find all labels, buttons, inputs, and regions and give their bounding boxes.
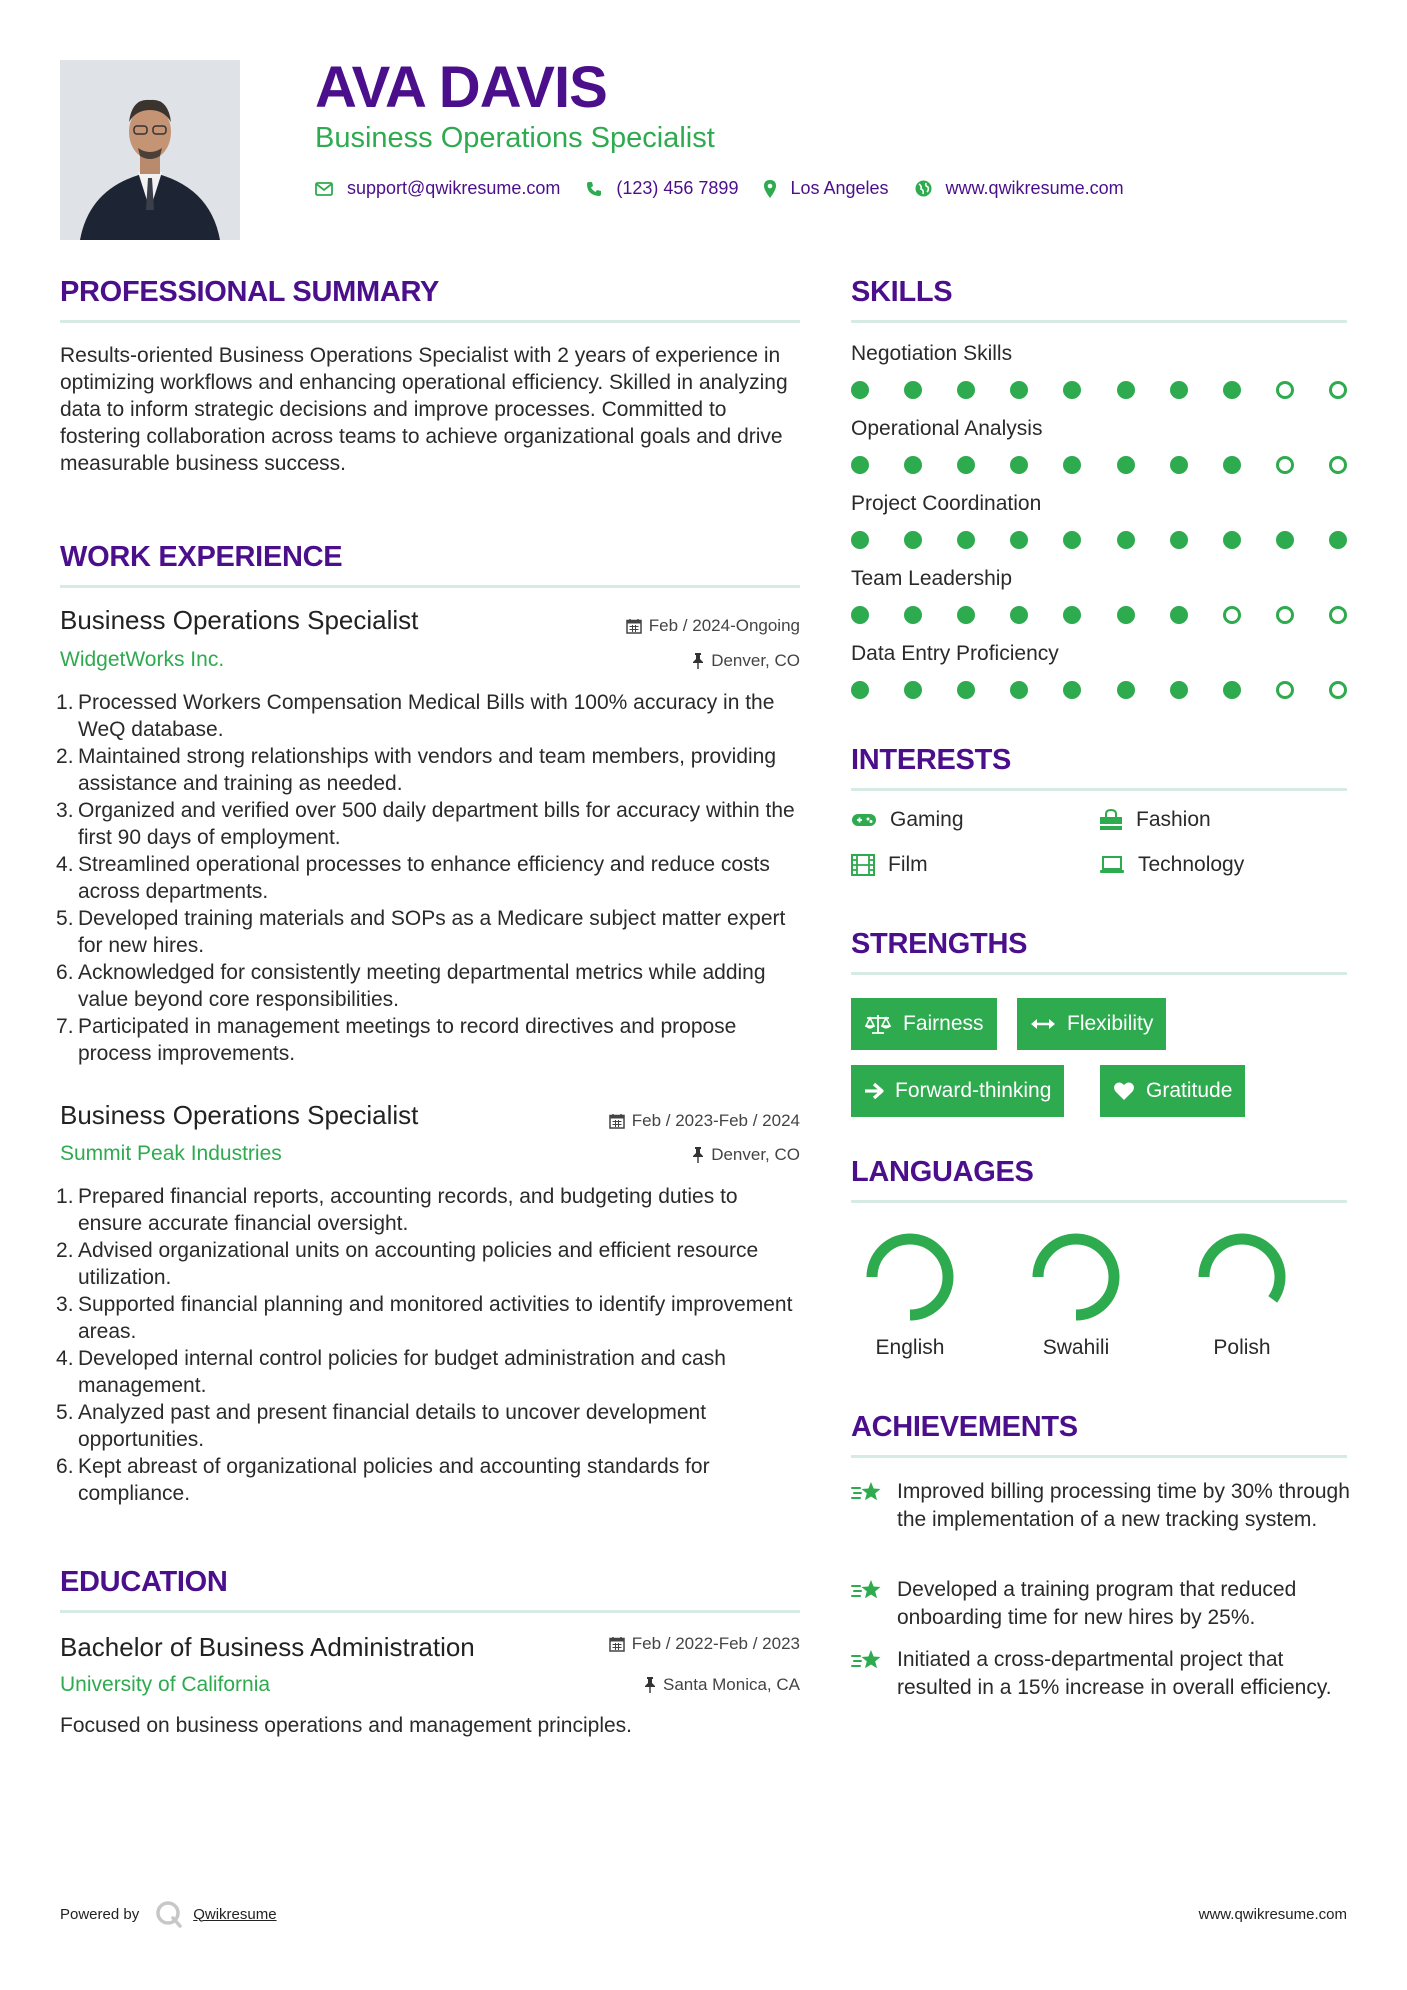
list-item: Developed internal control policies for budget administration and cash management.	[78, 1347, 726, 1397]
list-item: Analyzed past and present financial details to uncover development opportunities.	[78, 1401, 707, 1451]
achievement-item	[851, 1478, 1351, 1534]
achievement-text: Initiated a cross-departmental project that resulted in a 15% increase in overall efficiency.	[897, 1648, 1332, 1699]
skill-dot-filled	[1117, 381, 1135, 399]
heart-icon	[1113, 1081, 1135, 1101]
shopping-bag-icon	[1099, 809, 1123, 831]
interests-divider	[851, 788, 1347, 791]
job-location	[692, 651, 800, 671]
skill-rating	[851, 531, 1347, 551]
skill-dot-filled	[1117, 456, 1135, 474]
education-heading: EDUCATION	[60, 1566, 228, 1598]
skill-dot-filled	[1063, 456, 1081, 474]
skill-dot-empty	[1276, 606, 1294, 624]
list-item: Advised organizational units on accounting policies and efficient resource utilization.	[78, 1239, 759, 1289]
calendar-icon	[609, 1113, 625, 1129]
film-icon	[851, 854, 875, 876]
skill-dot-filled	[1170, 531, 1188, 549]
skill-dot-filled	[851, 456, 869, 474]
education-location	[644, 1675, 800, 1695]
globe-icon	[915, 180, 932, 197]
job-company: Summit Peak Industries	[60, 1142, 282, 1165]
achievement-item	[851, 1576, 1351, 1632]
skills-divider	[851, 320, 1347, 323]
language-item	[1016, 1227, 1136, 1359]
job-bullets	[78, 689, 798, 1067]
strength-chip	[1017, 998, 1166, 1050]
skill-dot-filled	[1329, 531, 1347, 549]
interest-label: Gaming	[890, 808, 964, 831]
skill-dot-filled	[1276, 531, 1294, 549]
shooting-star-icon	[851, 1648, 885, 1674]
list-item: Participated in management meetings to record directives and propose process improvements.	[78, 1015, 737, 1065]
pushpin-icon	[692, 1147, 704, 1163]
interest-item	[851, 853, 928, 877]
summary-text: Results-oriented Business Operations Specialist with 2 years of experience in optimizing workflows and enhancing operational efficiency. Skilled in analyzing data to inform strategic decisions and improve processes. Committed to fostering collaboration across teams to achieve organizational goals and drive measurable business success.	[60, 344, 788, 475]
pushpin-icon	[644, 1677, 656, 1693]
skill-dot-filled	[1170, 681, 1188, 699]
skill-dot-filled	[1223, 456, 1241, 474]
experience-heading: WORK EXPERIENCE	[60, 541, 343, 573]
strength-label: Flexibility	[1067, 1012, 1154, 1035]
job-title: Business Operations Specialist	[60, 605, 419, 635]
map-marker-icon	[764, 180, 776, 198]
language-label: Polish	[1213, 1336, 1271, 1359]
strength-chip	[851, 1065, 1064, 1117]
skill-dot-filled	[1010, 531, 1028, 549]
strengths-heading: STRENGTHS	[851, 928, 1028, 960]
list-item: Maintained strong relationships with vendors and team members, providing assistance and training as needed.	[78, 745, 777, 795]
shooting-star-icon	[851, 1578, 885, 1604]
skill-dot-empty	[1276, 681, 1294, 699]
skill-dot-filled	[1010, 381, 1028, 399]
skill-rating	[851, 381, 1347, 401]
phone-icon	[586, 181, 602, 197]
job-date-text: Feb / 2023-Feb / 2024	[631, 1111, 800, 1130]
skill-dot-filled	[1170, 606, 1188, 624]
achievement-item	[851, 1646, 1351, 1702]
arrows-horizontal-icon	[1030, 1017, 1056, 1031]
list-item: Processed Workers Compensation Medical Bills with 100% accuracy in the WeQ database.	[78, 691, 775, 741]
education-location-text: Santa Monica, CA	[662, 1675, 800, 1694]
job-date	[609, 1111, 800, 1131]
language-gauge	[1182, 1227, 1302, 1327]
skill-dot-filled	[1010, 606, 1028, 624]
language-arc	[872, 1239, 948, 1315]
skill-dot-filled	[957, 531, 975, 549]
skill-dot-filled	[1117, 681, 1135, 699]
list-item: Streamlined operational processes to enhance efficiency and reduce costs across departments.	[78, 853, 770, 903]
skill-name: Operational Analysis	[851, 417, 1043, 440]
skill-dot-empty	[1329, 606, 1347, 624]
job-date	[626, 616, 800, 636]
contact-bar	[315, 178, 1150, 199]
skill-rating	[851, 606, 1347, 626]
experience-divider	[60, 585, 800, 588]
job-title: Business Operations Specialist	[60, 1100, 419, 1130]
school-name: University of California	[60, 1673, 271, 1696]
achievement-text: Improved billing processing time by 30% through the implementation of a new tracking system.	[897, 1480, 1350, 1531]
gamepad-icon	[851, 812, 877, 828]
skill-dot-filled	[1170, 381, 1188, 399]
education-divider	[60, 1610, 800, 1613]
education-description: Focused on business operations and management principles.	[60, 1714, 633, 1737]
footer-powered-by	[60, 1900, 277, 1928]
degree-title: Bachelor of Business Administration	[60, 1632, 475, 1662]
job-location-text: Denver, CO	[711, 651, 800, 670]
interest-item	[851, 808, 964, 832]
qwikresume-logo-icon	[155, 1900, 183, 1928]
strength-label: Fairness	[903, 1012, 984, 1035]
pushpin-icon	[692, 653, 704, 669]
contact-website[interactable]: www.qwikresume.com	[945, 178, 1124, 198]
skill-dot-filled	[904, 456, 922, 474]
contact-phone[interactable]: (123) 456 7899	[616, 178, 739, 198]
achievement-text: Developed a training program that reduced onboarding time for new hires by 25%.	[897, 1578, 1297, 1629]
skill-dot-filled	[904, 531, 922, 549]
skill-dot-filled	[1063, 531, 1081, 549]
skill-dot-filled	[1223, 381, 1241, 399]
job-location	[692, 1145, 800, 1165]
skill-dot-filled	[851, 606, 869, 624]
skill-name: Negotiation Skills	[851, 342, 1013, 365]
skill-rating	[851, 456, 1347, 476]
language-label: English	[875, 1336, 945, 1359]
skill-dot-filled	[1223, 681, 1241, 699]
summary-divider	[60, 320, 800, 323]
skill-dot-filled	[904, 381, 922, 399]
skill-dot-filled	[1223, 531, 1241, 549]
interest-item	[1099, 808, 1211, 832]
skill-dot-empty	[1276, 381, 1294, 399]
skill-dot-empty	[1329, 681, 1347, 699]
job-location-text: Denver, CO	[711, 1145, 800, 1164]
skill-dot-filled	[851, 381, 869, 399]
skills-heading: SKILLS	[851, 276, 953, 308]
contact-location: Los Angeles	[790, 178, 889, 198]
language-arc	[1204, 1239, 1280, 1299]
skill-dot-filled	[904, 681, 922, 699]
language-arc	[1038, 1239, 1114, 1315]
skill-dot-filled	[1010, 681, 1028, 699]
list-item: Prepared financial reports, accounting records, and budgeting duties to ensure accurate financial oversight.	[78, 1185, 738, 1235]
interest-label: Fashion	[1136, 808, 1211, 831]
achievements-heading: ACHIEVEMENTS	[851, 1411, 1078, 1443]
strengths-divider	[851, 972, 1347, 975]
list-item: Developed training materials and SOPs as a Medicare subject matter expert for new hires.	[78, 907, 786, 957]
skill-dot-empty	[1276, 456, 1294, 474]
candidate-title: Business Operations Specialist	[315, 122, 715, 154]
skill-dot-empty	[1329, 381, 1347, 399]
achievements-divider	[851, 1455, 1347, 1458]
strength-label: Gratitude	[1146, 1079, 1233, 1102]
job-company: WidgetWorks Inc.	[60, 648, 225, 671]
skill-name: Data Entry Proficiency	[851, 642, 1059, 665]
calendar-icon	[626, 618, 642, 634]
education-date-text: Feb / 2022-Feb / 2023	[631, 1634, 800, 1653]
skill-dot-filled	[1117, 606, 1135, 624]
candidate-name: AVA DAVIS	[315, 55, 607, 120]
balance-scale-icon	[864, 1013, 892, 1035]
interest-label: Technology	[1138, 853, 1245, 876]
list-item: Supported financial planning and monitored activities to identify improvement areas.	[78, 1293, 793, 1343]
skill-dot-filled	[904, 606, 922, 624]
skill-dot-filled	[1117, 531, 1135, 549]
language-gauge	[1016, 1227, 1136, 1327]
education-date	[609, 1634, 800, 1654]
summary-heading: PROFESSIONAL SUMMARY	[60, 276, 440, 308]
languages-divider	[851, 1200, 1347, 1203]
powered-by-label: Powered by	[60, 1905, 140, 1923]
skill-dot-empty	[1329, 456, 1347, 474]
strength-chip	[851, 998, 997, 1050]
arrow-right-icon	[864, 1082, 884, 1100]
envelope-icon	[315, 182, 333, 196]
list-item: Acknowledged for consistently meeting departmental metrics while adding value beyond core responsibilities.	[78, 961, 766, 1011]
list-item: Organized and verified over 500 daily department bills for accuracy within the first 90 days of employment.	[78, 799, 795, 849]
job-bullets	[78, 1183, 798, 1507]
skill-dot-filled	[957, 606, 975, 624]
laptop-icon	[1099, 855, 1125, 875]
profile-photo	[60, 60, 240, 240]
skill-dot-filled	[1063, 381, 1081, 399]
skill-rating	[851, 681, 1347, 701]
footer-website[interactable]: www.qwikresume.com	[1198, 1906, 1347, 1923]
contact-email[interactable]: support@qwikresume.com	[347, 178, 561, 198]
interest-label: Film	[888, 853, 928, 876]
brand-link[interactable]: Qwikresume	[193, 1905, 277, 1923]
skill-dot-filled	[1063, 681, 1081, 699]
skill-dot-filled	[957, 381, 975, 399]
skill-dot-filled	[1170, 456, 1188, 474]
skill-name: Team Leadership	[851, 567, 1013, 590]
interest-item	[1099, 853, 1244, 877]
skill-dot-filled	[851, 681, 869, 699]
language-item	[850, 1227, 970, 1359]
calendar-icon	[609, 1636, 625, 1652]
skill-dot-empty	[1223, 606, 1241, 624]
language-item	[1182, 1227, 1302, 1359]
shooting-star-icon	[851, 1480, 885, 1506]
skill-name: Project Coordination	[851, 492, 1042, 515]
list-item: Kept abreast of organizational policies and accounting standards for compliance.	[78, 1455, 710, 1505]
skill-dot-filled	[851, 531, 869, 549]
interests-heading: INTERESTS	[851, 744, 1012, 776]
job-date-text: Feb / 2024-Ongoing	[648, 616, 800, 635]
skill-dot-filled	[957, 681, 975, 699]
skill-dot-filled	[1010, 456, 1028, 474]
language-label: Swahili	[1042, 1336, 1110, 1359]
strength-label: Forward-thinking	[895, 1079, 1052, 1102]
skill-dot-filled	[1063, 606, 1081, 624]
skill-dot-filled	[957, 456, 975, 474]
language-gauge	[850, 1227, 970, 1327]
languages-heading: LANGUAGES	[851, 1156, 1034, 1188]
strength-chip	[1100, 1065, 1245, 1117]
